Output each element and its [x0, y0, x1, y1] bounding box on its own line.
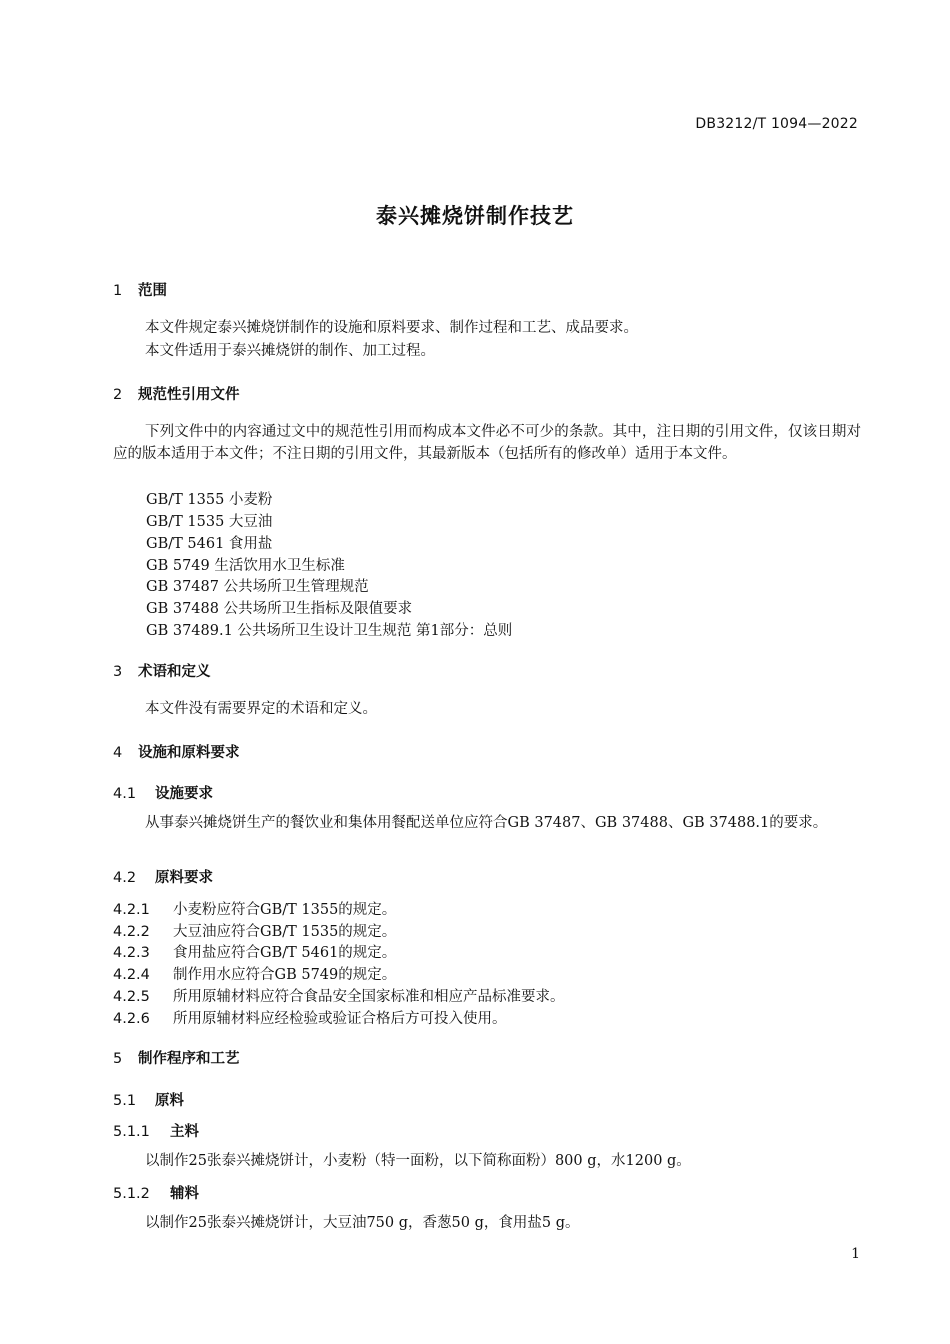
section-3-heading — [113, 660, 211, 681]
document-code: DB3212/T 1094—2022 — [695, 116, 858, 132]
item-text: 小麦粉应符合GB/T 1355的规定。 — [173, 902, 397, 918]
section-number: 5.1.1 — [113, 1124, 150, 1140]
subsection-4-2-heading — [113, 866, 213, 887]
reference-item: GB/T 1355 小麦粉 — [146, 492, 273, 508]
requirement-item — [113, 898, 396, 919]
requirement-item — [113, 941, 396, 962]
reference-item: GB 37489.1 公共场所卫生设计卫生规范 第1部分：总则 — [146, 623, 513, 639]
paragraph: 从事泰兴摊烧饼生产的餐饮业和集体用餐配送单位应符合GB 37487、GB 37488、GB 37488.1的要求。 — [145, 815, 828, 831]
item-number: 4.2.1 — [113, 902, 150, 918]
section-4-heading — [113, 741, 240, 762]
section-title: 设施要求 — [155, 786, 213, 802]
section-title: 辅料 — [170, 1186, 199, 1202]
section-title: 原料 — [155, 1093, 184, 1109]
section-number: 4.1 — [113, 786, 137, 802]
item-number: 4.2.2 — [113, 924, 150, 940]
section-title: 主料 — [170, 1124, 199, 1140]
paragraph: 下列文件中的内容通过文中的规范性引用而构成本文件必不可少的条款。其中，注日期的引用文件，仅该日期对应的版本适用于本文件；不注日期的引用文件，其最新版本（包括所有的修改单）适用于本文件。 — [113, 424, 861, 462]
reference-item: GB/T 1535 大豆油 — [146, 514, 273, 530]
section-number: 5.1 — [113, 1093, 137, 1109]
item-text: 所用原辅材料应符合食品安全国家标准和相应产品标准要求。 — [173, 989, 565, 1005]
subsection-5-1-1-heading — [113, 1120, 199, 1141]
reference-item: GB/T 5461 食用盐 — [146, 536, 273, 552]
requirement-item — [113, 920, 396, 941]
item-text: 所用原辅材料应经检验或验证合格后方可投入使用。 — [173, 1011, 507, 1027]
section-number: 3 — [113, 664, 123, 680]
item-number: 4.2.3 — [113, 945, 150, 961]
section-2-heading — [113, 383, 240, 404]
item-text: 大豆油应符合GB/T 1535的规定。 — [173, 924, 397, 940]
section-title: 术语和定义 — [138, 664, 211, 680]
section-title: 设施和原料要求 — [138, 745, 240, 761]
section-number: 4 — [113, 745, 123, 761]
section-number: 2 — [113, 387, 123, 403]
paragraph: 以制作25张泰兴摊烧饼计，大豆油750 g，香葱50 g，食用盐5 g。 — [145, 1215, 580, 1231]
item-text: 制作用水应符合GB 5749的规定。 — [173, 967, 397, 983]
reference-item: GB 5749 生活饮用水卫生标准 — [146, 558, 345, 574]
requirement-item — [113, 985, 565, 1006]
item-number: 4.2.4 — [113, 967, 150, 983]
section-title: 范围 — [138, 283, 167, 299]
requirement-item — [113, 1007, 507, 1028]
section-title: 规范性引用文件 — [138, 387, 240, 403]
section-5-heading — [113, 1047, 240, 1068]
subsection-5-1-heading — [113, 1089, 184, 1110]
subsection-4-1-heading — [113, 782, 213, 803]
reference-item: GB 37488 公共场所卫生指标及限值要求 — [146, 601, 413, 617]
section-number: 5.1.2 — [113, 1186, 150, 1202]
section-1-heading — [113, 279, 167, 300]
section-number: 5 — [113, 1051, 123, 1067]
section-number: 4.2 — [113, 870, 137, 886]
item-number: 4.2.6 — [113, 1011, 150, 1027]
paragraph: 本文件适用于泰兴摊烧饼的制作、加工过程。 — [145, 343, 435, 359]
requirement-item — [113, 963, 396, 984]
subsection-5-1-2-heading — [113, 1182, 199, 1203]
document-title: 泰兴摊烧饼制作技艺 — [376, 204, 574, 228]
section-number: 1 — [113, 283, 123, 299]
reference-item: GB 37487 公共场所卫生管理规范 — [146, 579, 369, 595]
paragraph: 本文件没有需要界定的术语和定义。 — [145, 701, 377, 717]
item-text: 食用盐应符合GB/T 5461的规定。 — [173, 945, 397, 961]
section-title: 原料要求 — [155, 870, 213, 886]
section-title: 制作程序和工艺 — [138, 1051, 240, 1067]
item-number: 4.2.5 — [113, 989, 150, 1005]
paragraph: 以制作25张泰兴摊烧饼计，小麦粉（特一面粉，以下简称面粉）800 g，水1200 g。 — [145, 1153, 691, 1169]
page-number: 1 — [851, 1246, 860, 1262]
paragraph: 本文件规定泰兴摊烧饼制作的设施和原料要求、制作过程和工艺、成品要求。 — [145, 320, 638, 336]
